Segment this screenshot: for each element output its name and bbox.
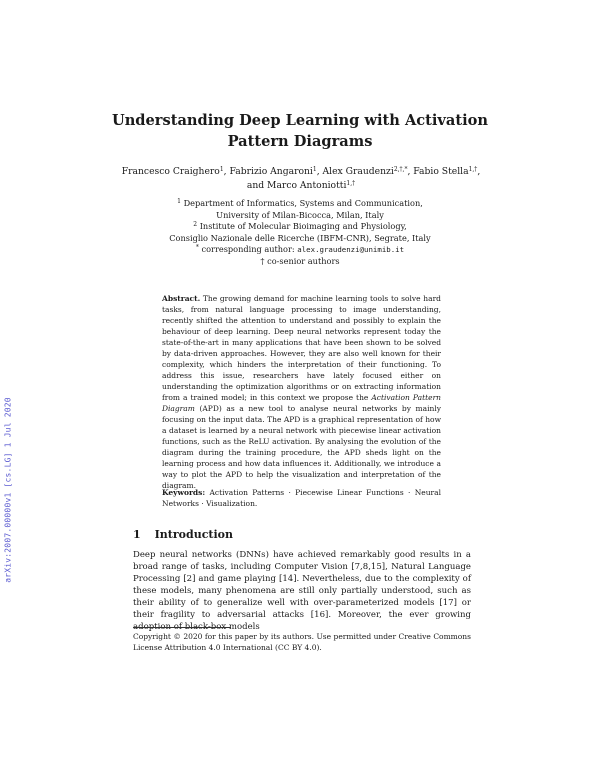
email-link[interactable]: alex.graudenzi@unimib.it xyxy=(297,245,405,254)
abstract-text: The growing demand for machine learning tools to solve hard tasks, from natural language processing to image understanding, recently shifted the attention to understand and possibly to explain the behaviour of deep learning. Deep neural networks represent today the state-of-the-art in many applications that have been shown to be solved by data-driven approaches. However, they are also well known for their complexity, which hinders the interpretation of their functioning. To address this issue, researchers have lately focused either on understanding the optimization algorithms or on extracting information from a trained model; in this context we propose the xyxy=(162,294,441,402)
affiliations xyxy=(150,198,450,267)
author-name: Fabrizio Angaroni xyxy=(229,166,313,177)
affiliation-line: University of Milan-Bicocca, Milan, Italy xyxy=(216,209,384,220)
section-heading xyxy=(133,528,473,541)
author-mark: 2,†,* xyxy=(393,166,408,173)
keywords-text: Activation Patterns · Piecewise Linear Functions · Neural Networks · Visualization. xyxy=(162,488,442,508)
abstract-label: Abstract. xyxy=(162,294,201,303)
co-senior-note xyxy=(150,256,450,268)
author-name: Francesco Craighero xyxy=(121,166,220,177)
affiliation-mark: 1 xyxy=(177,198,181,205)
affiliation-line: Institute of Molecular Bioimaging and Physiology, xyxy=(199,221,407,231)
author-mark: 1,† xyxy=(468,166,478,173)
footnote-rule xyxy=(133,627,231,628)
affiliation-line: Department of Informatics, Systems and Communication, xyxy=(183,198,423,208)
affiliation-2 xyxy=(150,221,450,233)
author-name: Marco Antoniotti xyxy=(267,180,347,191)
abstract xyxy=(162,293,441,491)
author-list: Francesco Craighero$^1$, Fabrizio Angaroni$^1$, Alex Graudenzi$^{2,\dagger,*}$, Fabio Stella$^{1,\dagger}$, and Marco Antoniotti$^{1,\dagger}$ xyxy=(121,166,481,191)
corresponding-mark: * xyxy=(195,244,199,251)
corresponding-label: corresponding author: xyxy=(201,244,295,254)
author-mark: 1 xyxy=(312,166,317,173)
section-number: 1 xyxy=(133,528,141,541)
affiliation-mark: 2 xyxy=(193,221,198,228)
keywords xyxy=(162,487,441,509)
copyright-footnote: Copyright © 2020 for this paper by its authors. Use permitted under Creative Commons License Attribution 4.0 International (CC BY 4.0). xyxy=(133,632,471,652)
co-senior-mark: † xyxy=(260,255,265,266)
paper-title: Understanding Deep Learning with Activation Pattern Diagrams xyxy=(111,112,489,150)
abstract-text: (APD) as a new tool to analyse neural networks by mainly focusing on the input data. The APD is a graphical representation of how a dataset is learned by a neural network with piecewise linear activation functions, such as the ReLU activation. By analysing the evolution of the diagram during the training procedure, the APD sheds light on the learning process and how data influences it. Additionally, we introduce a way to plot the APD to help the visualization and interpretation of the diagram. xyxy=(162,404,441,490)
author-name: Alex Graudenzi xyxy=(322,166,394,177)
arxiv-stamp: arXiv:2007.00000v1 [cs.LG] 1 Jul 2020 xyxy=(3,397,13,583)
affiliation-line: Consiglio Nazionale delle Ricerche (IBFM-CNR), Segrate, Italy xyxy=(169,232,431,243)
co-senior-text: co-senior authors xyxy=(267,255,340,266)
abstract-emphasis: Activation Pattern Diagram xyxy=(162,393,441,413)
author-mark: 1,† xyxy=(346,180,356,187)
keywords-label: Keywords: xyxy=(162,488,206,497)
corresponding-author xyxy=(150,244,450,256)
affiliation-1 xyxy=(150,198,450,210)
intro-paragraph: Deep neural networks (DNNs) have achieved remarkably good results in a broad range of tasks, including Computer Vision [7,8,15], Natural Language Processing [2] and game playing [14]. Nevertheless, due to the complexity of these models, many phenomena are still only partially understood, such as their ability of to generalize well with over-parameterized models [17] or their fragility to adversarial attacks [16]. Moreover, the ever growing adoption of black-box models xyxy=(133,550,471,633)
author-mark: 1 xyxy=(219,166,224,173)
section-title: Introduction xyxy=(154,528,233,541)
author-name: Fabio Stella xyxy=(413,166,469,177)
